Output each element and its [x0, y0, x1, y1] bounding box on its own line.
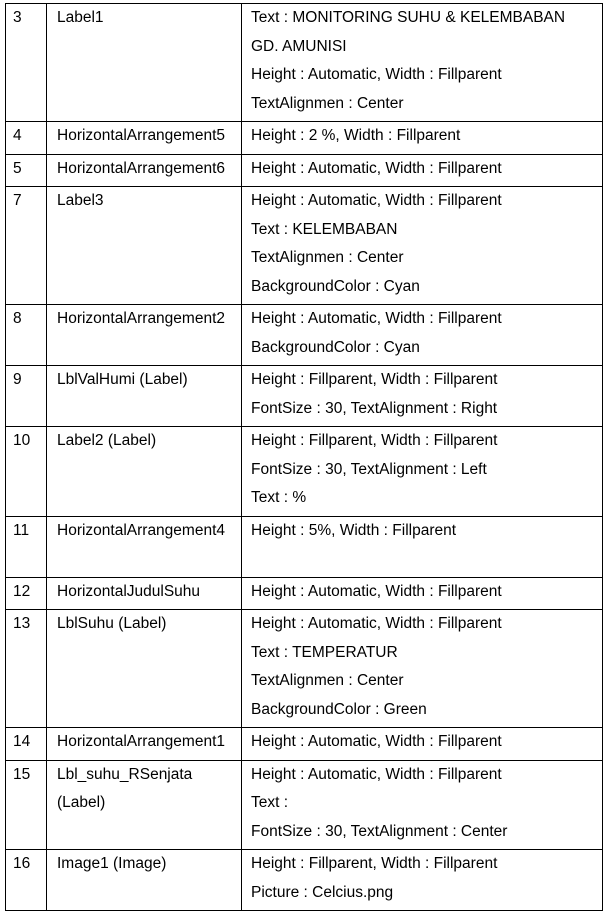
component-properties-text: FontSize : 30, TextAlignment : Left: [251, 460, 487, 478]
table-row: [6, 154, 603, 187]
blank-line: [57, 219, 236, 248]
blank-line: [251, 548, 597, 577]
component-properties: [242, 305, 603, 366]
table-row: [6, 427, 603, 517]
blank-line: [13, 219, 41, 248]
blank-line: [57, 699, 236, 728]
blank-line: [13, 821, 41, 850]
component-properties: [242, 516, 603, 577]
blank-line: [57, 337, 236, 366]
component-properties-text: Text : KELEMBABAN: [251, 220, 398, 238]
component-name-text: LblValHumi (Label): [57, 371, 188, 388]
component-properties: [242, 850, 603, 911]
component-name: [47, 305, 242, 366]
component-properties-text: TextAlignmen : Center: [251, 94, 404, 112]
table-row: [6, 366, 603, 427]
table-row: [6, 4, 603, 122]
table-row: [6, 728, 603, 761]
component-properties-text: Height : Automatic, Width : Fillparent: [251, 765, 502, 783]
component-name: [47, 577, 242, 610]
component-properties-text: Height : Automatic, Width : Fillparent: [251, 159, 502, 177]
row-number: [6, 122, 47, 155]
component-properties-text: Text :: [251, 794, 289, 811]
component-properties: [242, 728, 603, 761]
component-properties-text: Text : MONITORING SUHU & KELEMBABAN: [251, 9, 566, 26]
component-properties-text: Height : Automatic, Width : Fillparent: [251, 615, 502, 632]
component-properties-text: Height : Automatic, Width : Fillparent: [251, 733, 502, 750]
row-number: [6, 850, 47, 911]
component-name-text: HorizontalArrangement4: [57, 521, 226, 539]
blank-line: [13, 670, 41, 699]
row-number: [6, 366, 47, 427]
component-properties-text: TextAlignmen : Center: [251, 249, 404, 266]
component-properties-text: Height : 5%, Width : Fillparent: [251, 521, 457, 539]
component-properties: [242, 366, 603, 427]
row-number-text: 10: [13, 432, 31, 449]
blank-line: [13, 642, 41, 671]
component-properties-text: FontSize : 30, TextAlignment : Right: [251, 399, 498, 417]
blank-line: [13, 276, 41, 305]
row-number-text: 16: [13, 855, 31, 872]
blank-line: [57, 36, 236, 65]
row-number-text: 3: [13, 9, 22, 26]
row-number: [6, 187, 47, 305]
component-name-text: HorizontalArrangement5: [57, 127, 226, 144]
component-properties-text: Height : Automatic, Width : Fillparent: [251, 582, 502, 600]
row-number-text: 8: [13, 310, 22, 327]
component-properties-text: Text : TEMPERATUR: [251, 643, 398, 661]
blank-line: [57, 548, 236, 577]
table-row: [6, 577, 603, 610]
blank-line: [13, 93, 41, 122]
component-properties: [242, 577, 603, 610]
table-row: [6, 850, 603, 911]
component-name-text: HorizontalArrangement6: [57, 159, 226, 177]
row-number: [6, 760, 47, 850]
component-properties-text: BackgroundColor : Cyan: [251, 338, 420, 356]
table-row: [6, 122, 603, 155]
table-row: [6, 760, 603, 850]
component-name-text: HorizontalJudulSuhu: [57, 582, 201, 600]
component-properties: [242, 760, 603, 850]
table-body: [6, 4, 603, 911]
component-name: [47, 122, 242, 155]
blank-line: [57, 93, 236, 122]
blank-line: [13, 398, 41, 427]
component-name-text: Label2 (Label): [57, 432, 157, 449]
component-name-text: Lbl_suhu_RSenjata: [57, 765, 193, 783]
component-name: [47, 366, 242, 427]
blank-line: [13, 64, 41, 93]
component-properties: [242, 610, 603, 728]
row-number-text: 13: [13, 615, 31, 632]
blank-line: [57, 882, 236, 911]
blank-line: [13, 459, 41, 488]
component-name: [47, 427, 242, 517]
component-name: [47, 610, 242, 728]
blank-line: [57, 398, 236, 427]
component-properties-text: Picture : Celcius.png: [251, 883, 394, 901]
component-properties: [242, 122, 603, 155]
row-number-text: 9: [13, 371, 22, 388]
row-number-text: 11: [13, 521, 30, 539]
blank-line: [57, 247, 236, 276]
component-name-text: (Label): [57, 794, 106, 811]
blank-line: [57, 670, 236, 699]
component-properties-text: Height : Fillparent, Width : Fillparent: [251, 371, 498, 388]
blank-line: [57, 64, 236, 93]
component-name-text: Label1: [57, 9, 104, 26]
row-number: [6, 4, 47, 122]
component-name: [47, 154, 242, 187]
table-row: [6, 610, 603, 728]
blank-line: [13, 36, 41, 65]
row-number: [6, 154, 47, 187]
row-number: [6, 305, 47, 366]
row-number-text: 5: [13, 159, 22, 177]
component-name: [47, 728, 242, 761]
component-name: [47, 850, 242, 911]
row-number-text: 14: [13, 733, 31, 750]
component-name-text: HorizontalArrangement2: [57, 310, 226, 327]
row-number: [6, 516, 47, 577]
component-properties-text: Height : Fillparent, Width : Fillparent: [251, 855, 498, 872]
component-name-text: LblSuhu (Label): [57, 615, 167, 632]
component-properties-text: TextAlignmen : Center: [251, 672, 404, 689]
component-properties-text: Height : 2 %, Width : Fillparent: [251, 127, 461, 144]
blank-line: [57, 487, 236, 516]
blank-line: [13, 487, 41, 516]
component-properties: [242, 427, 603, 517]
row-number: [6, 577, 47, 610]
table-row: [6, 516, 603, 577]
table-row: [6, 187, 603, 305]
component-properties-text: BackgroundColor : Cyan: [251, 277, 420, 295]
blank-line: [57, 821, 236, 850]
row-number: [6, 610, 47, 728]
row-number: [6, 728, 47, 761]
row-number-text: 12: [13, 582, 31, 600]
row-number-text: 15: [13, 765, 31, 783]
blank-line: [13, 247, 41, 276]
component-properties-text: GD. AMUNISI: [251, 37, 347, 55]
blank-line: [13, 699, 41, 728]
component-properties-text: FontSize : 30, TextAlignment : Center: [251, 822, 508, 840]
component-properties-text: Text : %: [251, 489, 307, 506]
blank-line: [13, 337, 41, 366]
component-properties: [242, 154, 603, 187]
table-row: [6, 305, 603, 366]
blank-line: [57, 642, 236, 671]
blank-line: [57, 276, 236, 305]
component-properties-text: Height : Automatic, Width : Fillparent: [251, 310, 502, 327]
component-properties-text: BackgroundColor : Green: [251, 700, 427, 718]
row-number-text: 4: [13, 127, 22, 144]
component-properties-text: Height : Automatic, Width : Fillparent: [251, 192, 502, 209]
row-number-text: 7: [13, 192, 22, 209]
blank-line: [13, 792, 41, 821]
component-name: [47, 516, 242, 577]
blank-line: [13, 882, 41, 911]
component-name: [47, 187, 242, 305]
component-properties-text: Height : Fillparent, Width : Fillparent: [251, 432, 498, 449]
component-properties: [242, 187, 603, 305]
component-name: [47, 4, 242, 122]
blank-line: [13, 548, 41, 577]
row-number: [6, 427, 47, 517]
component-name-text: Image1 (Image): [57, 855, 167, 872]
blank-line: [57, 459, 236, 488]
component-properties: [242, 4, 603, 122]
component-name-text: HorizontalArrangement1: [57, 733, 226, 750]
component-properties-table: [5, 3, 603, 911]
component-name-text: Label3: [57, 192, 104, 209]
component-properties-text: Height : Automatic, Width : Fillparent: [251, 66, 502, 83]
component-name: [47, 760, 242, 850]
